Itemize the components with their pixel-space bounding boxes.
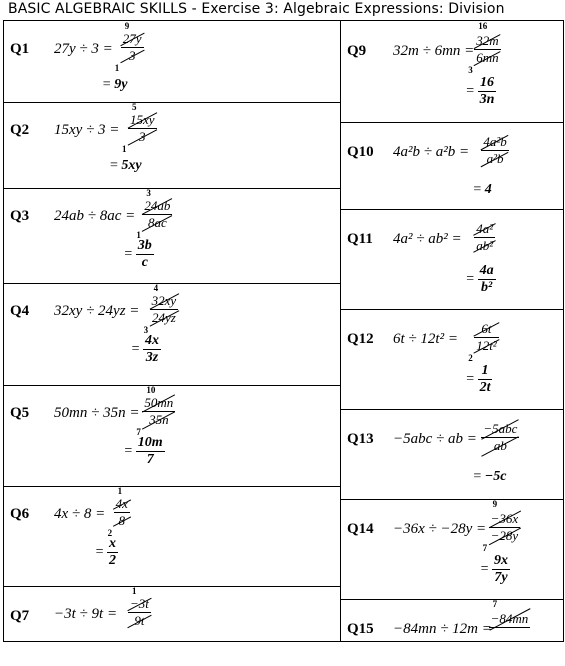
cancel-top-number: 1	[132, 586, 137, 596]
working-numerator: −36x	[490, 511, 519, 526]
answer: = 5xy	[110, 158, 142, 173]
working-fraction	[481, 421, 519, 454]
working-numerator: 6t	[474, 321, 499, 338]
question-label: Q1	[10, 41, 30, 57]
cancel-bottom-number: 3	[468, 65, 473, 75]
answer: = 9y	[102, 77, 128, 92]
working-fraction	[481, 134, 508, 167]
working-numerator: 50mn	[144, 395, 174, 410]
working-fraction	[128, 112, 157, 145]
answer-denominator: b²	[480, 280, 493, 295]
working-numerator: −5abc	[483, 421, 518, 436]
working-numerator: 15xy	[130, 112, 155, 127]
working-fraction	[128, 596, 151, 629]
question-expression: 32xy ÷ 24yz =	[54, 303, 140, 319]
question-label: Q3	[10, 208, 30, 224]
working-denominator: ab²	[476, 238, 494, 253]
question-cell	[341, 599, 563, 659]
working-fraction	[142, 395, 175, 428]
question-cell	[4, 486, 340, 587]
cancel-top-number: 9	[492, 499, 498, 509]
question-cell	[341, 499, 563, 600]
question-cell	[4, 586, 340, 666]
cancel-top-number: 16	[478, 21, 488, 31]
question-expression: 4a²b ÷ a²b =	[393, 144, 470, 160]
answer-numerator: x	[109, 536, 116, 551]
answer-denominator: 2t	[479, 380, 491, 395]
answer: = $\frac{16}{3n}$	[466, 75, 495, 107]
working-denominator: a²b	[481, 151, 508, 167]
working-numerator: −84mn	[490, 611, 529, 626]
working-denominator: −28y	[490, 528, 519, 543]
cancel-bottom-number: 1	[136, 230, 141, 240]
working-numerator: −3t	[130, 596, 149, 611]
question-expression: −5abc ÷ ab =	[393, 431, 477, 447]
cancel-bottom-number: 3	[143, 325, 149, 335]
answer: = $\frac{4x}{3z}$	[131, 333, 159, 365]
working-fraction	[489, 511, 521, 544]
working-denominator: 6mn	[476, 50, 499, 65]
answer-numerator: 4x	[145, 333, 159, 348]
answer-value: 4	[484, 182, 492, 197]
answer-fraction	[107, 536, 118, 569]
question-label: Q5	[10, 405, 30, 421]
cancel-bottom-number: 7	[136, 427, 141, 437]
cancel-top-number: 1	[117, 486, 123, 496]
cancel-bottom-number: 1	[114, 63, 120, 73]
question-cell	[341, 409, 563, 500]
question-cell	[341, 209, 563, 310]
working-fraction	[474, 321, 499, 354]
answer-numerator: 1	[478, 363, 493, 380]
working-fraction	[489, 611, 531, 628]
question-expression: 50mn ÷ 35n =	[54, 405, 140, 421]
working-numerator: 4a²b	[483, 134, 507, 149]
answer-fraction	[478, 75, 497, 108]
answer-value: 9y	[114, 77, 128, 92]
answer-denominator: 2	[109, 553, 116, 568]
cancel-top-number: 7	[492, 599, 498, 609]
answer: = 4	[473, 182, 492, 197]
answer-denominator: 3z	[145, 350, 159, 365]
question-label: Q6	[10, 506, 30, 522]
answer-numerator: 10m	[137, 435, 163, 450]
question-expression: 24ab ÷ 8ac =	[54, 208, 136, 224]
page-title: BASIC ALGEBRAIC SKILLS - Exercise 3: Algebraic Expressions: Division	[8, 1, 505, 17]
answer: = $\frac{x}{2}$	[95, 536, 116, 568]
cancel-top-number: 3	[146, 188, 151, 198]
working-numerator: 27y	[122, 31, 142, 46]
answer: = $\frac{9x}{7y}$	[480, 553, 508, 585]
working-numerator: 24ab	[144, 198, 171, 213]
answer-value: 5xy	[121, 158, 142, 173]
question-cell	[4, 385, 340, 487]
answer: = −5c	[473, 469, 507, 484]
working-numerator: 32m	[476, 33, 499, 48]
working-fraction	[474, 33, 500, 66]
question-cell	[4, 283, 340, 386]
working-denominator: ab	[481, 438, 519, 454]
question-label: Q14	[347, 521, 374, 537]
answer-numerator: 3b	[137, 238, 152, 253]
answer-denominator: 3n	[479, 92, 495, 107]
answer-fraction	[492, 553, 510, 586]
question-expression: 15xy ÷ 3 =	[54, 122, 120, 138]
working-denominator: 35n	[142, 412, 175, 428]
working-numerator: 4a²	[476, 221, 494, 236]
question-expression: 4a² ÷ ab² =	[393, 231, 462, 247]
working-denominator: 8	[114, 513, 130, 529]
answer: = $\frac{1}{2t}$	[466, 363, 491, 395]
working-denominator: 8ac	[142, 215, 172, 231]
answer-value: −5c	[484, 469, 507, 484]
question-expression: 4x ÷ 8 =	[54, 506, 106, 522]
answer-denominator: 7	[146, 452, 154, 467]
question-label: Q12	[347, 331, 374, 347]
working-numerator: 4x	[115, 496, 128, 511]
working-fraction	[121, 31, 144, 64]
answer-fraction	[478, 363, 493, 396]
question-expression: −36x ÷ −28y =	[393, 521, 487, 537]
question-label: Q2	[10, 122, 30, 138]
question-expression: 32m ÷ 6mn =	[393, 43, 475, 59]
working-fraction	[114, 496, 130, 529]
working-denominator: 24yz	[150, 310, 179, 326]
question-label: Q11	[347, 231, 373, 247]
question-cell	[4, 188, 340, 284]
question-expression: −84mn ÷ 12m =	[393, 621, 492, 637]
question-label: Q7	[10, 608, 30, 624]
answer-fraction	[143, 333, 161, 366]
answer-denominator: 7y	[494, 570, 508, 585]
question-label: Q13	[347, 431, 374, 447]
answer-numerator: 16	[478, 75, 497, 92]
answer: = $\frac{10m}{7}$	[124, 435, 163, 467]
question-label: Q10	[347, 144, 374, 160]
answer-numerator: 4a	[479, 263, 494, 278]
cancel-top-number: 10	[146, 385, 156, 395]
working-fraction	[142, 198, 172, 231]
question-label: Q4	[10, 303, 30, 319]
cancel-top-number: 4	[153, 283, 159, 293]
working-numerator: 32xy	[151, 293, 177, 308]
answer-fraction	[136, 238, 154, 271]
question-expression: 27y ÷ 3 =	[54, 41, 113, 57]
question-expression: 6t ÷ 12t² =	[393, 331, 458, 347]
cancel-bottom-number: 1	[122, 144, 127, 154]
answer-fraction	[136, 435, 165, 468]
working-denominator: 9t	[128, 613, 151, 629]
question-expression: −3t ÷ 9t =	[54, 606, 118, 622]
working-denominator: 12t²	[476, 338, 497, 353]
working-fraction	[474, 221, 495, 254]
cancel-bottom-number: 2	[107, 528, 113, 538]
cancel-top-number: 5	[132, 102, 137, 112]
answer-numerator: 9x	[494, 553, 508, 568]
cancel-bottom-number: 7	[482, 543, 488, 553]
answer-denominator: c	[141, 255, 148, 270]
working-fraction	[150, 293, 179, 326]
right-column	[340, 20, 564, 642]
question-cell	[341, 309, 563, 410]
question-cell	[341, 122, 563, 210]
answer: = $\frac{4a}{\text{b²}}$	[466, 263, 494, 295]
left-column	[3, 20, 340, 642]
question-cell	[4, 102, 340, 189]
answer: = $\frac{3b}{c}$	[124, 238, 152, 270]
question-label: Q15	[347, 621, 374, 637]
question-cell	[4, 21, 340, 103]
working-denominator: 3	[121, 48, 144, 64]
cancel-bottom-number: 2	[468, 353, 473, 363]
question-label: Q9	[347, 43, 367, 59]
question-cell	[341, 21, 563, 123]
cancel-top-number: 9	[124, 21, 130, 31]
working-denominator: 3	[128, 129, 157, 145]
answer-fraction	[478, 263, 496, 296]
